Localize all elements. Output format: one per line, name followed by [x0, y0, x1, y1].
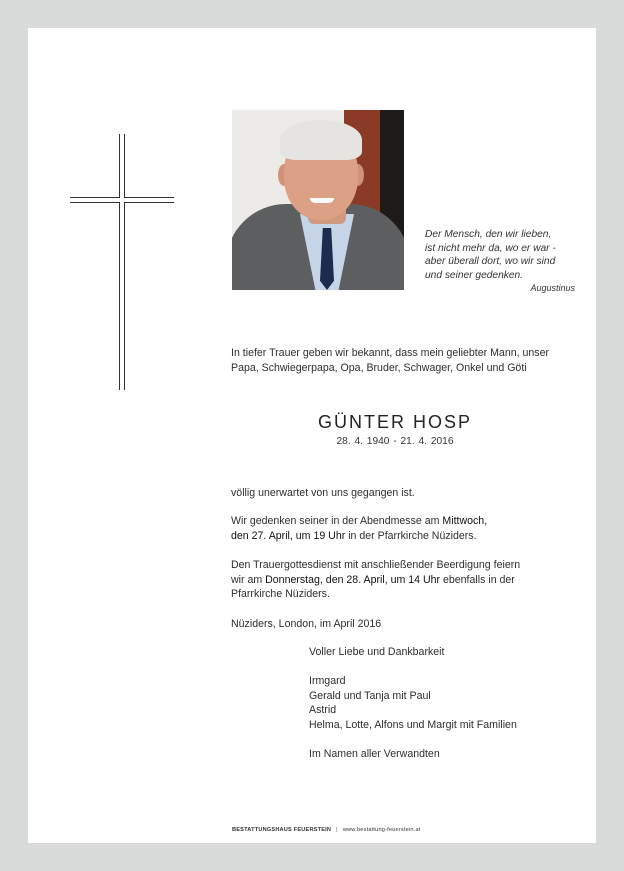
footer-separator: |: [336, 827, 338, 833]
funeral-date-time: Donnerstag, den 28. April, um 14 Uhr: [265, 573, 441, 586]
place-date: Nüziders, London, im April 2016: [231, 618, 382, 630]
announcement-intro: [231, 346, 561, 375]
mourner-name: Irmgard: [309, 675, 346, 687]
signature-closing: Im Namen aller Verwandten: [309, 748, 440, 760]
funeral-text: wir am: [231, 573, 266, 586]
quote-author: Augustinus: [530, 283, 575, 294]
mourner-name: Astrid: [309, 704, 337, 717]
mourner-name: Helma, Lotte, Alfons und Margit mit Familien: [309, 718, 517, 731]
funeral-text: Den Trauergottesdienst mit anschließender Beerdigung feiern: [231, 559, 521, 571]
mass-text: Wir gedenken seiner in der Abendmesse am: [231, 515, 443, 527]
passed-text: völlig unerwartet von uns gegangen ist.: [231, 487, 415, 499]
signature-names: [309, 674, 517, 732]
signature-greeting: Voller Liebe und Dankbarkeit: [309, 646, 445, 658]
funeral-paragraph: [231, 558, 551, 602]
quote-line: Der Mensch, den wir lieben,: [425, 229, 552, 240]
quote-line: aber überall dort, wo wir sind: [425, 256, 556, 268]
funeral-location: Pfarrkirche Nüziders.: [231, 588, 330, 601]
funeral-home-name: BESTATTUNGSHAUS FEUERSTEIN: [232, 827, 332, 833]
deceased-name: GÜNTER HOSP: [317, 412, 472, 432]
mourner-name: Gerald und Tanja mit Paul: [309, 689, 431, 702]
footer: [232, 827, 421, 833]
mass-day: Mittwoch,: [442, 515, 488, 527]
life-dates: 28. 4. 1940 - 21. 4. 2016: [336, 436, 454, 447]
mass-date-time: den 27. April, um 19 Uhr: [231, 529, 346, 542]
funeral-home-url: www.bestattung-feuerstein.at: [342, 827, 421, 833]
funeral-text: ebenfalls in der: [440, 573, 515, 586]
memorial-quote: [425, 228, 575, 296]
cross-icon: [70, 134, 174, 390]
intro-line: In tiefer Trauer geben wir bekannt, dass mein geliebter Mann, unser: [231, 347, 549, 359]
quote-line: ist nicht mehr da, wo er war -: [425, 242, 556, 254]
evening-mass-paragraph: [231, 514, 551, 543]
portrait-photo: [232, 110, 404, 290]
intro-line: Papa, Schwiegerpapa, Opa, Bruder, Schwager, Onkel und Göti: [231, 361, 527, 374]
mass-location: in der Pfarrkirche Nüziders.: [345, 529, 477, 542]
quote-line: und seiner gedenken.: [425, 269, 523, 281]
